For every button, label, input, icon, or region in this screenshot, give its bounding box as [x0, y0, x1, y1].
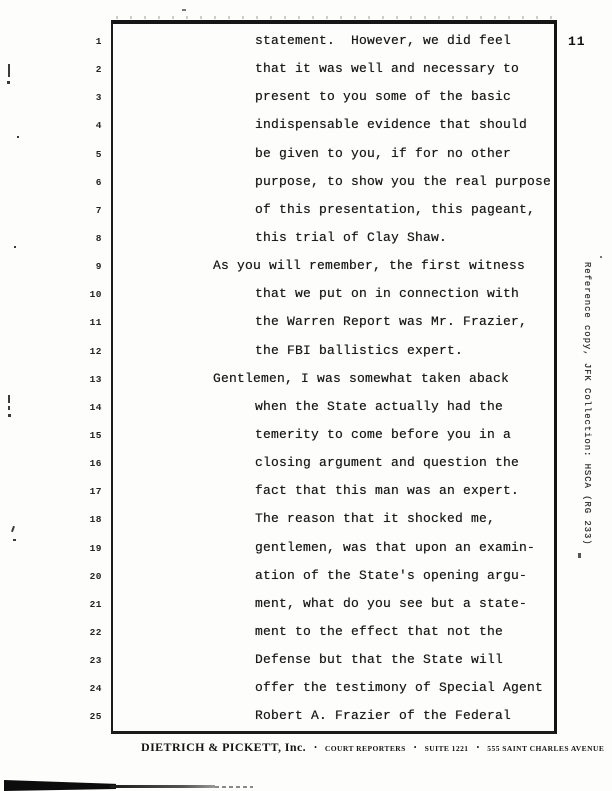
scan-mark — [8, 406, 10, 410]
line-text: Gentlemen, I was somewhat taken aback — [213, 370, 510, 386]
line-text: that we put on in connection with — [255, 286, 520, 302]
footer-item-address: 555 SAINT CHARLES AVENUE — [487, 744, 605, 753]
transcript-line — [0, 680, 612, 708]
scan-mark — [600, 256, 602, 258]
transcript-line — [0, 511, 612, 539]
line-number: 11 — [89, 317, 102, 329]
scan-artifact-bottom-bar — [4, 778, 116, 791]
scan-artifact-bottom-line-faint — [215, 786, 253, 788]
line-number: 15 — [89, 429, 102, 441]
transcript-line — [0, 117, 612, 145]
line-text: closing argument and question the — [255, 455, 520, 471]
reporter-footer — [141, 740, 604, 755]
line-text: The reason that it shocked me, — [255, 511, 496, 527]
line-text: ment, what do you see but a state- — [255, 595, 528, 611]
transcript-line — [0, 89, 612, 117]
line-number: 14 — [89, 401, 102, 413]
line-text: present to you some of the basic — [255, 89, 512, 105]
scan-mark — [8, 395, 10, 403]
line-text: the FBI ballistics expert. — [255, 342, 464, 358]
line-number: 20 — [89, 570, 102, 582]
line-text: this trial of Clay Shaw. — [255, 229, 448, 245]
page-number: 11 — [568, 34, 586, 49]
line-number: 16 — [89, 458, 102, 470]
scan-mark — [13, 539, 16, 541]
line-number: 10 — [89, 289, 102, 301]
footer-item-profession: COURT REPORTERS — [324, 744, 406, 753]
scan-mark — [8, 64, 10, 77]
line-text: the Warren Report was Mr. Frazier, — [255, 314, 528, 330]
line-text: temerity to come before you in a — [255, 426, 512, 442]
transcript-line — [0, 258, 612, 286]
line-number: 6 — [95, 176, 102, 188]
line-number: 23 — [89, 655, 102, 667]
line-number: 3 — [95, 92, 102, 104]
line-number: 8 — [95, 232, 102, 244]
transcript-line — [0, 343, 612, 371]
transcript-lines — [0, 33, 612, 737]
line-number: 5 — [95, 148, 102, 160]
transcript-line — [0, 33, 612, 61]
transcript-line — [0, 568, 612, 596]
transcript-line — [0, 708, 612, 736]
line-text: of this presentation, this pageant, — [255, 201, 536, 217]
line-number: 24 — [89, 683, 102, 695]
transcript-line — [0, 455, 612, 483]
line-text: Defense but that the State will — [255, 652, 504, 668]
transcript-line — [0, 540, 612, 568]
transcript-line — [0, 596, 612, 624]
transcript-line — [0, 286, 612, 314]
scan-mark — [578, 553, 581, 558]
scan-mark — [8, 414, 11, 417]
scan-mark — [7, 81, 10, 84]
line-text: offer the testimony of Special Agent — [255, 680, 544, 696]
line-number: 22 — [89, 626, 102, 638]
line-number: 9 — [95, 261, 102, 273]
footer-separator-dot: • — [314, 743, 317, 752]
transcript-line — [0, 202, 612, 230]
line-number: 4 — [95, 120, 102, 132]
line-text: As you will remember, the first witness — [213, 258, 526, 274]
line-text: ation of the State's opening argu- — [255, 567, 528, 583]
line-text: that it was well and necessary to — [255, 61, 520, 77]
line-number: 17 — [89, 486, 102, 498]
line-text: purpose, to show you the real purpose — [255, 173, 552, 189]
line-number: 19 — [89, 542, 102, 554]
line-number: 7 — [95, 204, 102, 216]
transcript-line — [0, 230, 612, 258]
footer-separator-dot: • — [413, 743, 417, 752]
line-text: be given to you, if for no other — [255, 145, 512, 161]
line-text: Robert A. Frazier of the Federal — [255, 708, 512, 724]
line-text: when the State actually had the — [255, 398, 504, 414]
line-number: 25 — [89, 711, 102, 723]
footer-separator-dot: • — [476, 743, 480, 752]
line-number: 1 — [95, 36, 102, 47]
transcript-line — [0, 652, 612, 680]
line-text: fact that this man was an expert. — [255, 483, 520, 499]
transcript-line — [0, 427, 612, 455]
transcript-line — [0, 371, 612, 399]
line-number: 21 — [89, 598, 102, 610]
scan-artifact-bottom-line — [110, 785, 215, 788]
line-text: ment to the effect that not the — [255, 623, 504, 639]
transcript-line — [0, 146, 612, 174]
scan-mark — [17, 136, 19, 138]
line-text: statement. However, we did feel — [255, 33, 512, 48]
line-number: 2 — [95, 64, 102, 76]
transcript-line — [0, 174, 612, 202]
line-number: 18 — [89, 514, 102, 526]
transcript-line — [0, 624, 612, 652]
transcript-line — [0, 399, 612, 427]
archive-reference-stamp: Reference copy, JFK Collection: HSCA (RG 233) — [582, 262, 592, 546]
footer-item-suite: SUITE 1221 — [424, 744, 469, 753]
scan-mark — [182, 9, 186, 11]
line-number: 12 — [89, 345, 102, 357]
transcript-line — [0, 61, 612, 89]
transcript-line — [0, 483, 612, 511]
transcript-line — [0, 314, 612, 342]
line-number: 13 — [89, 373, 102, 385]
scan-mark — [14, 246, 16, 248]
line-text: gentlemen, was that upon an examin- — [255, 539, 536, 555]
line-text: indispensable evidence that should — [255, 117, 528, 133]
reporter-firm-name: DIETRICH & PICKETT, Inc. — [141, 740, 307, 754]
